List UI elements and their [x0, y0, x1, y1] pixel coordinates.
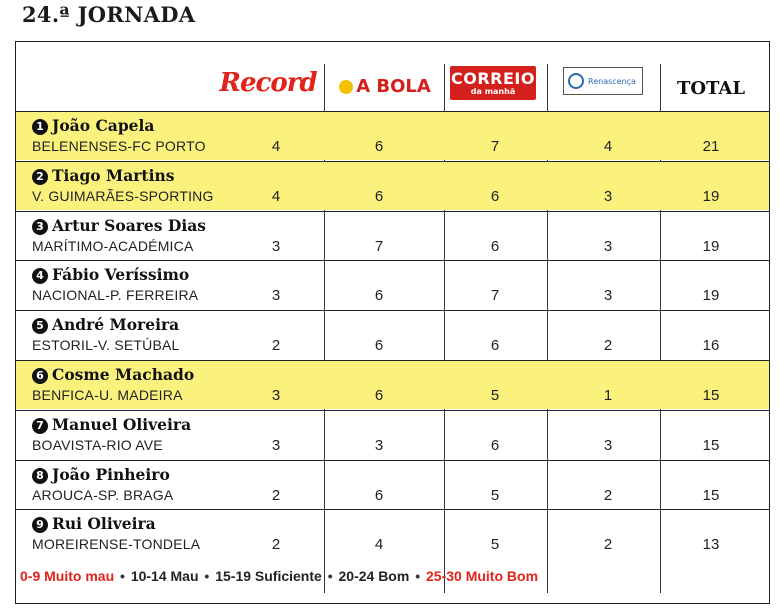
rank-badge: 1: [32, 119, 48, 135]
correio-logo-bottom: da manhã: [470, 86, 516, 96]
renascenca-score: 4: [603, 138, 613, 155]
total-column-header: TOTAL: [676, 78, 746, 99]
match-label: MARÍTIMO-ACADÉMICA: [32, 237, 194, 254]
record-score: 3: [271, 436, 281, 454]
abola-score: 6: [374, 337, 384, 355]
correio-score: 5: [490, 387, 500, 404]
referee-name-text: Manuel Oliveira: [52, 414, 192, 434]
abola-score: 6: [374, 138, 384, 155]
record-score: 2: [271, 486, 281, 504]
table-row: [16, 211, 769, 260]
legend-muito-bom: 25-30 Muito Bom: [426, 568, 539, 584]
record-score: 4: [271, 138, 281, 155]
record-logo: Record: [219, 68, 317, 98]
match-label: V. GUIMARÃES-SPORTING: [32, 187, 214, 204]
match-label: MOREIRENSE-TONDELA: [32, 536, 201, 553]
renascenca-score: 3: [603, 436, 613, 454]
table-row: [16, 509, 769, 558]
page-title: 24.ª JORNADA: [22, 2, 196, 27]
table-row: [16, 111, 769, 160]
total-score: 21: [702, 138, 720, 155]
correio-score: 7: [490, 138, 500, 155]
referee-name: [32, 315, 179, 335]
renascenca-score: 3: [603, 287, 613, 305]
table-row: [16, 410, 769, 459]
correio-score: 5: [490, 486, 500, 504]
correio-score: 6: [490, 237, 500, 255]
renascenca-score: 2: [603, 486, 613, 504]
correio-score: 6: [490, 337, 500, 355]
referee-name-text: Cosme Machado: [52, 365, 195, 384]
renascenca-score: 2: [603, 536, 613, 554]
referee-name-text: João Capela: [52, 116, 155, 135]
record-score: 4: [271, 187, 281, 205]
renascenca-logo: [563, 67, 643, 95]
abola-score: 6: [374, 187, 384, 205]
score-legend: [20, 568, 538, 584]
referee-name: [32, 514, 156, 534]
referee-name-text: Fábio Veríssimo: [52, 265, 190, 285]
rank-badge: 4: [32, 268, 48, 284]
renascenca-score: 3: [603, 237, 613, 255]
renascenca-logo-text: Renascença: [588, 76, 636, 86]
renascenca-score: 3: [603, 187, 613, 205]
rank-badge: 7: [32, 418, 48, 434]
total-score: 15: [702, 387, 720, 404]
abola-score: 6: [374, 486, 384, 504]
renascenca-score: 2: [603, 337, 613, 355]
rank-badge: 8: [32, 468, 48, 484]
abola-score: 3: [374, 436, 384, 454]
total-score: 19: [702, 187, 720, 205]
total-score: 13: [702, 536, 720, 554]
rank-badge: 5: [32, 318, 48, 334]
record-score: 2: [271, 536, 281, 554]
legend-separator: •: [415, 568, 421, 584]
total-score: 15: [702, 486, 720, 504]
renascenca-symbol-icon: [568, 73, 584, 89]
referee-name-text: André Moreira: [52, 315, 180, 335]
referee-name-text: Tiago Martins: [52, 165, 175, 185]
referee-name: [32, 166, 174, 186]
legend-separator: •: [327, 568, 333, 584]
rank-badge: 2: [32, 169, 48, 185]
total-score: 19: [702, 287, 720, 305]
referee-name: [32, 415, 191, 435]
abola-score: 6: [374, 287, 384, 305]
match-label: BELENENSES-FC PORTO: [32, 138, 206, 154]
referee-name-text: Rui Oliveira: [52, 514, 156, 534]
referee-name: [32, 265, 189, 285]
referee-name: [32, 365, 194, 385]
table-header: [16, 42, 769, 111]
legend-bom: 20-24 Bom: [338, 568, 410, 584]
match-label: NACIONAL-P. FERREIRA: [32, 287, 199, 304]
referee-name: [32, 465, 170, 485]
rank-badge: 3: [32, 219, 48, 235]
legend-separator: •: [204, 568, 210, 584]
table-row: [16, 260, 769, 309]
record-score: 2: [271, 337, 281, 355]
rank-badge: 9: [32, 517, 48, 533]
referee-name: [32, 216, 206, 236]
match-label: BOAVISTA-RIO AVE: [32, 436, 163, 453]
record-score: 3: [271, 237, 281, 255]
table-row: [16, 460, 769, 509]
total-score: 15: [702, 436, 720, 454]
match-label: BENFICA-U. MADEIRA: [32, 387, 183, 403]
legend-separator: •: [120, 568, 125, 584]
referee-name: [32, 116, 154, 136]
correio-logo: [450, 66, 536, 100]
correio-score: 6: [490, 187, 500, 205]
correio-score: 6: [490, 436, 500, 454]
record-score: 3: [271, 387, 281, 404]
legend-muito-mau: 0-9 Muito mau: [20, 568, 115, 584]
abola-logo-text: A BOLA: [356, 75, 431, 97]
correio-logo-top: CORREIO: [451, 68, 535, 88]
table-row: [16, 360, 769, 409]
rank-badge: 6: [32, 368, 48, 384]
total-score: 16: [702, 337, 720, 355]
correio-score: 7: [490, 287, 500, 305]
referee-name-text: João Pinheiro: [52, 464, 170, 484]
match-label: AROUCA-SP. BRAGA: [32, 486, 174, 503]
referee-name-text: Artur Soares Dias: [52, 215, 207, 235]
table-row: [16, 310, 769, 359]
renascenca-score: 1: [603, 387, 613, 404]
table-row: [16, 161, 769, 210]
legend-suficiente: 15-19 Suficiente: [215, 568, 322, 584]
abola-score: 6: [374, 387, 384, 404]
total-score: 19: [702, 237, 720, 255]
match-label: ESTORIL-V. SETÚBAL: [32, 337, 180, 354]
ratings-table: [15, 41, 770, 604]
abola-logo: [332, 72, 438, 100]
record-score: 3: [271, 287, 281, 305]
abola-score: 4: [374, 536, 384, 554]
correio-score: 5: [490, 536, 500, 554]
abola-score: 7: [374, 237, 384, 255]
ball-icon: [339, 80, 353, 94]
legend-mau: 10-14 Mau: [130, 568, 199, 584]
